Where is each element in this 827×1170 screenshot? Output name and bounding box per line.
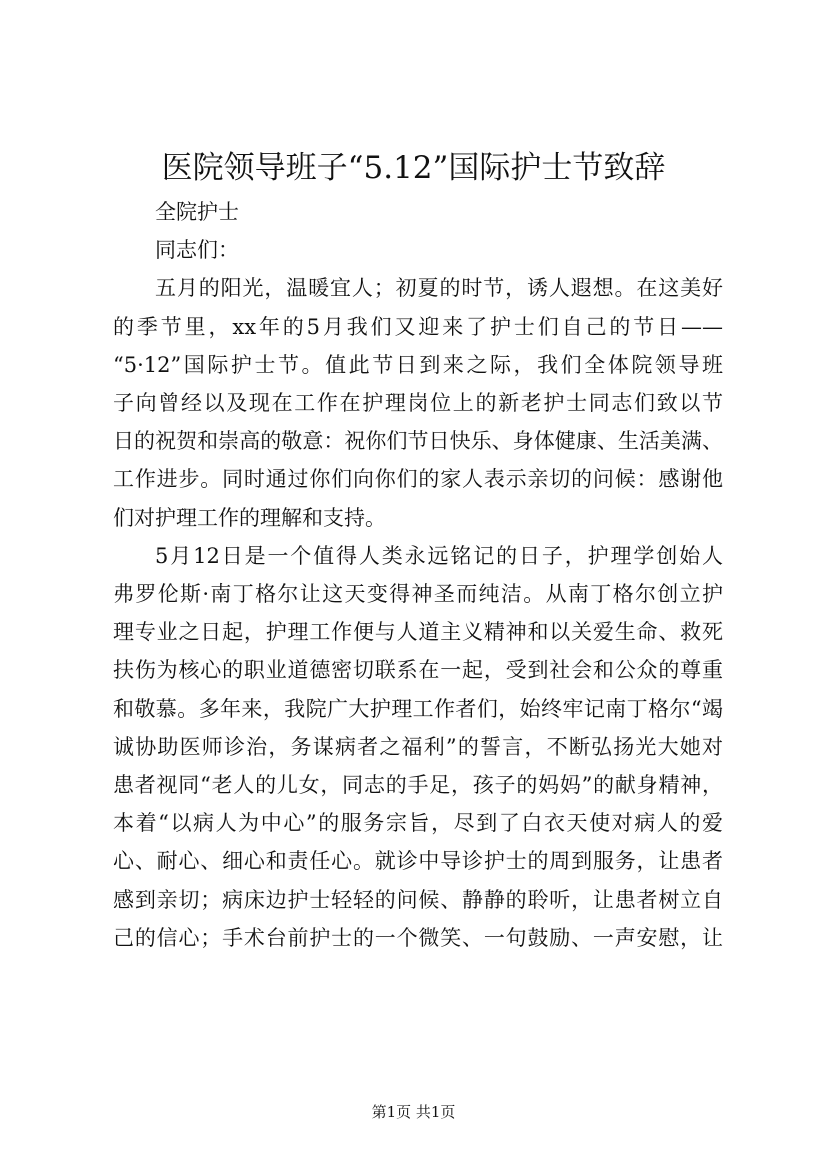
document-body <box>113 193 723 957</box>
body-line: 工作进步。同时通过你们向你们的家人表示亲切的问候：感谢他 <box>113 467 723 492</box>
body-line: 子向曾经以及现在工作在护理岗位上的新老护士同志们致以节 <box>113 391 723 416</box>
body-line: 心、耐心、细心和责任心。就诊中导诊护士的周到服务，让患者 <box>113 849 723 874</box>
body-line: 理专业之日起，护理工作便与人道主义精神和以关爱生命、救死 <box>113 620 723 645</box>
body-line: 和敬慕。多年来，我院广大护理工作者们，始终牢记南丁格尔“竭 <box>113 696 723 721</box>
body-line: 们对护理工作的理解和支持。 <box>113 505 386 530</box>
document-title: 医院领导班子“5.12”国际护士节致辞 <box>161 150 666 186</box>
body-line: “5·12”国际护士节。值此节日到来之际，我们全体院领导班 <box>113 352 723 377</box>
body-line: 的季节里，xx年的5月我们又迎来了护士们自己的节日—— <box>113 314 723 339</box>
body-line: 日的祝贺和崇高的敬意：祝你们节日快乐、身体健康、生活美满、 <box>113 429 723 454</box>
body-line: 患者视同“老人的儿女，同志的手足，孩子的妈妈”的献身精神， <box>113 773 723 798</box>
body-line: 感到亲切；病床边护士轻轻的问候、静静的聆听，让患者树立自 <box>113 887 723 912</box>
body-line: 扶伤为核心的职业道德密切联系在一起，受到社会和公众的尊重 <box>113 658 723 683</box>
body-line: 同志们： <box>155 238 239 263</box>
body-line: 全院护士 <box>155 200 239 224</box>
body-line: 弗罗伦斯·南丁格尔让这天变得神圣而纯洁。从南丁格尔创立护 <box>113 582 723 607</box>
body-line: 五月的阳光，温暖宜人；初夏的时节，诱人遐想。在这美好 <box>155 276 723 301</box>
body-line: 己的信心；手术台前护士的一个微笑、一句鼓励、一声安慰，让 <box>113 925 723 950</box>
body-line: 本着“以病人为中心”的服务宗旨，尽到了白衣天使对病人的爱 <box>113 811 723 836</box>
page-number-footer: 第1页 共1页 <box>371 1103 456 1121</box>
body-line: 5月12日是一个值得人类永远铭记的日子，护理学创始人 <box>155 543 723 568</box>
body-line: 诚协助医师诊治，务谋病者之福利”的誓言，不断弘扬光大她对 <box>113 734 723 759</box>
